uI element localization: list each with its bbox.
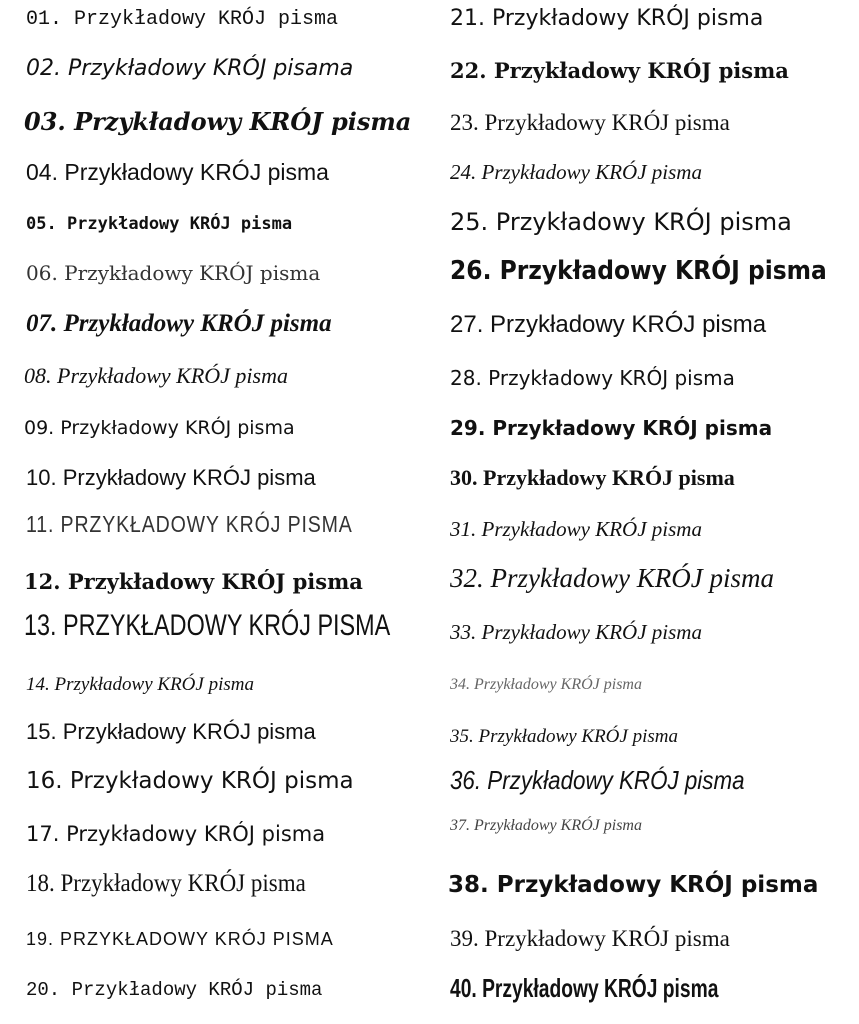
font-sample-08: 08. Przykładowy KRÓJ pisma bbox=[24, 363, 288, 388]
font-sample-36: 36. Przykładowy KRÓJ pisma bbox=[450, 765, 745, 795]
font-sample-06: 06. Przykładowy KRÓJ pisma bbox=[26, 261, 321, 285]
font-sample-40: 40. Przykładowy KRÓJ pisma bbox=[450, 973, 719, 1003]
font-sample-21: 21. Przykładowy KRÓJ pisma bbox=[450, 6, 764, 31]
font-sample-31: 31. Przykładowy KRÓJ pisma bbox=[450, 517, 702, 541]
font-samples-right-column bbox=[444, 0, 859, 1024]
font-sample-32: 32. Przykładowy KRÓJ pisma bbox=[450, 563, 774, 593]
font-sample-10: 10. Przykładowy KRÓJ pisma bbox=[26, 465, 316, 490]
font-sample-11: 11. PRZYKŁADOWY KRÓJ PISMA bbox=[26, 511, 353, 537]
font-sample-14: 14. Przykładowy KRÓJ pisma bbox=[26, 674, 254, 695]
font-sample-37: 37. Przykładowy KRÓJ pisma bbox=[450, 817, 642, 834]
font-sample-27: 27. Przykładowy KRÓJ pisma bbox=[450, 311, 767, 338]
font-sample-17: 17. Przykładowy KRÓJ pisma bbox=[26, 822, 326, 846]
font-sample-15: 15. Przykładowy KRÓJ pisma bbox=[26, 719, 316, 744]
font-sample-19: 19. PRZYKŁADOWY KRÓJ PISMA bbox=[26, 929, 334, 949]
font-sample-39: 39. Przykładowy KRÓJ pisma bbox=[450, 926, 730, 951]
font-sample-25: 25. Przykładowy KRÓJ pisma bbox=[450, 208, 792, 236]
font-sample-12: 12. Przykładowy KRÓJ pisma bbox=[24, 569, 363, 594]
font-sample-03: 03. Przykładowy KRÓJ pisma bbox=[24, 107, 412, 136]
font-sample-34: 34. Przykładowy KRÓJ pisma bbox=[450, 676, 642, 693]
font-sample-02: 02. Przykładowy KRÓJ pisama bbox=[26, 56, 354, 81]
font-sample-18: 18. Przykładowy KRÓJ pisma bbox=[26, 870, 306, 897]
font-sample-13: 13. PRZYKŁADOWY KRÓJ PISMA bbox=[24, 609, 391, 642]
font-sample-29: 29. Przykładowy KRÓJ pisma bbox=[450, 416, 773, 440]
font-sample-04: 04. Przykładowy KRÓJ pisma bbox=[26, 159, 329, 185]
font-sample-05: 05. Przykładowy KRÓJ pisma bbox=[26, 214, 293, 234]
font-sample-30: 30. Przykładowy KRÓJ pisma bbox=[450, 465, 735, 490]
font-sample-20: 20. Przykładowy KRÓJ pisma bbox=[26, 979, 323, 1001]
font-sample-26: 26. Przykładowy KRÓJ pisma bbox=[450, 256, 827, 286]
font-sample-28: 28. Przykładowy KRÓJ pisma bbox=[450, 366, 735, 390]
font-sample-35: 35. Przykładowy KRÓJ pisma bbox=[450, 726, 678, 747]
font-samples-left-column bbox=[0, 0, 420, 1024]
font-sample-24: 24. Przykładowy KRÓJ pisma bbox=[450, 160, 702, 184]
font-sample-01: 01. Przykładowy KRÓJ pisma bbox=[26, 8, 339, 31]
font-sample-22: 22. Przykładowy KRÓJ pisma bbox=[450, 58, 789, 83]
font-sample-16: 16. Przykładowy KRÓJ pisma bbox=[26, 768, 354, 794]
font-sample-09: 09. Przykładowy KRÓJ pisma bbox=[24, 417, 295, 439]
font-sample-07: 07. Przykładowy KRÓJ pisma bbox=[26, 310, 332, 337]
font-sample-33: 33. Przykładowy KRÓJ pisma bbox=[450, 620, 702, 644]
font-sample-23: 23. Przykładowy KRÓJ pisma bbox=[450, 110, 730, 135]
font-sample-38: 38. Przykładowy KRÓJ pisma bbox=[448, 872, 819, 898]
